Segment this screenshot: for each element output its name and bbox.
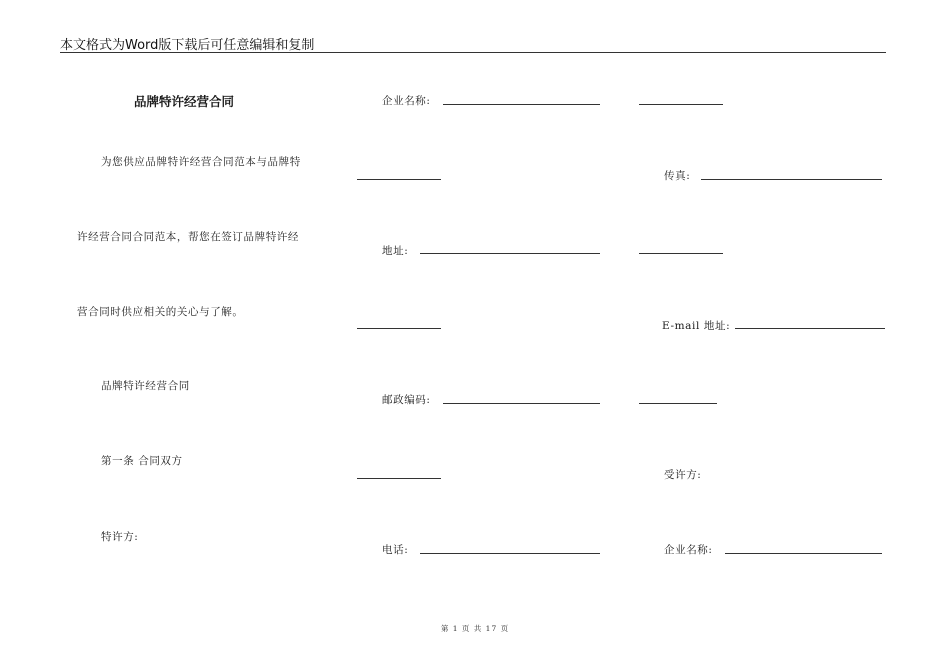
document-header-title: 本文格式为Word版下载后可任意编辑和复制 bbox=[60, 38, 315, 53]
franchisee-label: 受许方: bbox=[664, 469, 702, 481]
contract-title: 品牌特许经营合同 bbox=[134, 94, 235, 109]
fax-blank bbox=[701, 179, 882, 180]
franchisee-company-name-blank bbox=[725, 553, 882, 554]
postal-code-blank bbox=[443, 403, 600, 404]
fax-label: 传真: bbox=[664, 170, 691, 182]
address-label: 地址: bbox=[382, 245, 409, 257]
postal-code-label: 邮政编码: bbox=[382, 394, 431, 406]
company-name-blank bbox=[443, 104, 600, 105]
blank-line bbox=[639, 253, 723, 254]
email-label: E-mail 地址: bbox=[662, 320, 731, 332]
franchisor-label: 特许方: bbox=[101, 531, 139, 543]
intro-paragraph-line-3: 营合同时供应相关的关心与了解。 bbox=[77, 306, 244, 318]
blank-line bbox=[357, 328, 441, 329]
phone-label: 电话: bbox=[382, 544, 409, 556]
article-one-heading: 第一条 合同双方 bbox=[101, 455, 183, 467]
franchisee-company-name-label: 企业名称: bbox=[664, 544, 713, 556]
company-name-label: 企业名称: bbox=[382, 95, 431, 107]
email-blank bbox=[735, 328, 885, 329]
page-footer: 第 1 页 共 17 页 bbox=[440, 624, 510, 633]
intro-paragraph-line-2: 许经营合同合同范本，帮您在签订品牌特许经 bbox=[77, 231, 299, 243]
blank-line bbox=[357, 179, 441, 180]
section-heading: 品牌特许经营合同 bbox=[101, 380, 190, 392]
header-divider bbox=[60, 52, 886, 53]
blank-line bbox=[639, 403, 717, 404]
blank-line bbox=[357, 478, 441, 479]
blank-line bbox=[639, 104, 723, 105]
phone-blank bbox=[420, 553, 600, 554]
intro-paragraph-line-1: 为您供应品牌特许经营合同范本与品牌特 bbox=[101, 156, 301, 168]
address-blank bbox=[420, 253, 600, 254]
